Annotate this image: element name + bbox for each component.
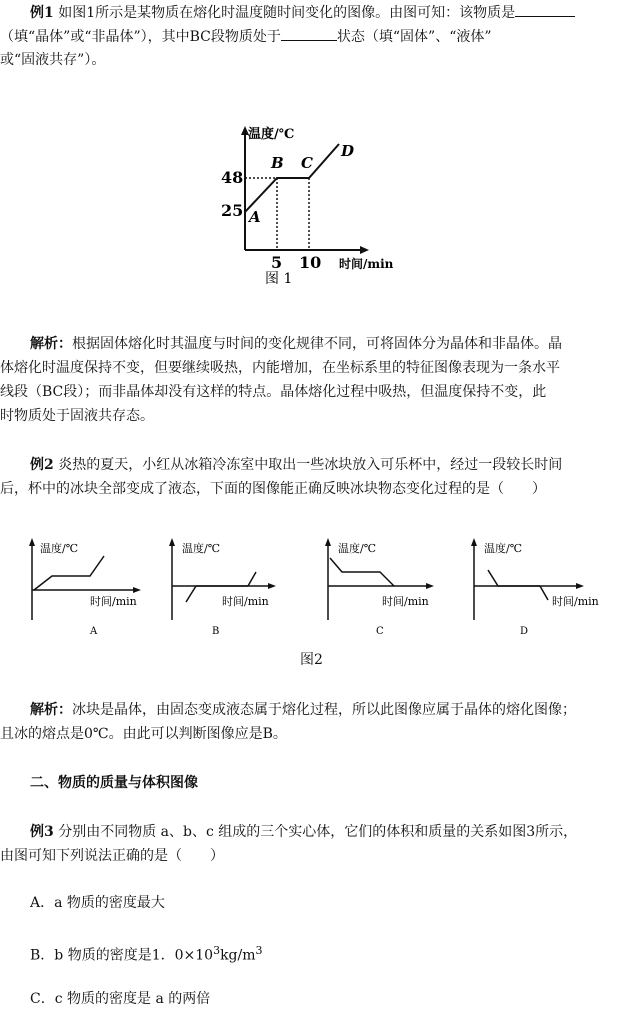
ex3-option-b (30, 941, 263, 966)
ex3-label: 例3 (30, 824, 54, 840)
ex1-analysis-line2: 体熔化时温度保持不变，但要继续吸热，内能增加，在坐标系里的特征图像表现为一条水平 (0, 360, 560, 376)
ex1-question-text-3: 状态（填“固体”、“液体” (336, 29, 492, 45)
ex3-option-b-unit-exponent: 3 (255, 944, 263, 957)
ex1-analysis-line4: 时物质处于固液共存态。 (0, 408, 154, 424)
ex2-analysis-line2: 且冰的熔点是0℃。由此可以判断图像应是B。 (0, 726, 287, 742)
ex3-option-b-exponent: 3 (213, 944, 221, 957)
graph-c-ylabel: 温度/℃ (338, 542, 377, 555)
ex2-line1 (30, 455, 562, 475)
graph-c-option: C (376, 626, 384, 637)
fig1-curve (245, 144, 339, 212)
graph-b-xlabel: 时间/min (222, 595, 269, 608)
graph-d-fall-1 (488, 570, 498, 586)
ex3-option-a: A．a 物质的密度最大 (30, 895, 165, 911)
graph-a-ylabel: 温度/℃ (40, 542, 79, 555)
figure-1-melting-graph (215, 120, 415, 290)
ex1-analysis-text-1: 根据固体熔化时其温度与时间的变化规律不同，可将固体分为晶体和非晶体。晶 (72, 336, 562, 352)
graph-option-a (29, 538, 141, 637)
ex1-analysis-label: 解析： (30, 336, 72, 352)
graph-d-ylabel: 温度/℃ (484, 542, 523, 555)
ex3-option-b-text: B．b 物质的密度是1．0×10 (30, 947, 214, 964)
fig1-ytick-48: 48 (221, 168, 244, 187)
graph-b-ylabel: 温度/℃ (182, 542, 221, 555)
fig1-ytick-25: 25 (221, 201, 244, 220)
fig1-xtick-5: 5 (271, 253, 283, 272)
graph-a-option: A (90, 626, 98, 637)
section-2-title: 二、物质的质量与体积图像 (30, 775, 198, 791)
ex1-line1 (30, 2, 575, 23)
ex1-label: 例1 (30, 5, 54, 21)
graph-option-d (471, 538, 599, 637)
graph-d-xlabel: 时间/min (552, 595, 599, 608)
graph-a-curve (34, 556, 104, 590)
ex1-analysis-line1 (30, 334, 562, 354)
graph-b-rise-1 (186, 586, 196, 602)
ex3-line2: 由图可知下列说法正确的是（ ） (0, 848, 224, 864)
ex2-analysis-label: 解析： (30, 702, 72, 718)
ex2-figure-caption: 图2 (300, 652, 323, 668)
ex3-question-text-1: 分别由不同物质 a、b、c 组成的三个实心体，它们的体积和质量的关系如图3所示， (58, 824, 578, 840)
ex3-option-c: C．c 物质的密度是 a 的两倍 (30, 991, 211, 1007)
ex1-analysis-line3: 线段（BC段）；而非晶体却没有这样的特点。晶体熔化过程中吸热，但温度保持不变，此 (0, 384, 547, 400)
fig1-point-A: A (249, 208, 261, 226)
ex3-option-b-unit: kg/m (220, 947, 256, 964)
ex2-label: 例2 (30, 457, 54, 473)
ex1-line3: 或“固液共存”）。 (0, 52, 106, 68)
graph-c-curve (330, 558, 394, 586)
graph-b-option: B (212, 626, 220, 637)
fig1-x-arrow (360, 246, 369, 254)
fig1-point-D: D (341, 142, 355, 160)
fig1-xlabel: 时间/min (339, 257, 394, 271)
ex2-line2: 后，杯中的冰块全部变成了液态，下面的图像能正确反映冰块物态变化过程的是（ ） (0, 481, 546, 497)
ex2-analysis-text-1: 冰块是晶体，由固态变成液态属于熔化过程，所以此图像应属于晶体的熔化图像； (72, 702, 576, 718)
ex1-question-text-2: （填“晶体”或“非晶体”），其中BC段物质处于 (0, 29, 281, 45)
ex2-analysis-line1 (30, 700, 576, 720)
ex2-question-text-1: 炎热的夏天，小红从冰箱冷冻室中取出一些冰块放入可乐杯中，经过一段较长时间 (58, 457, 563, 473)
fig1-caption: 图 1 (265, 271, 293, 287)
graph-d-fall-2 (540, 586, 548, 600)
ex1-blank-1 (515, 2, 575, 17)
graph-c-xlabel: 时间/min (382, 595, 429, 608)
ex3-line1 (30, 822, 577, 842)
ex1-line2 (0, 26, 492, 47)
graph-d-option: D (520, 626, 529, 637)
graph-option-b (169, 538, 276, 637)
ex1-question-text-1: 如图1所示是某物质在熔化时温度随时间变化的图像。由图可知：该物质是 (58, 5, 516, 21)
fig1-xtick-10: 10 (299, 253, 322, 272)
figure-2-option-graphs (0, 528, 640, 643)
fig1-point-C: C (301, 154, 313, 172)
graph-a-xlabel: 时间/min (90, 595, 137, 608)
graph-option-c (325, 538, 434, 637)
fig1-ylabel: 温度/℃ (248, 127, 295, 142)
fig1-point-B: B (271, 154, 284, 172)
graph-b-rise-2 (248, 572, 256, 586)
ex1-blank-2 (281, 26, 337, 41)
